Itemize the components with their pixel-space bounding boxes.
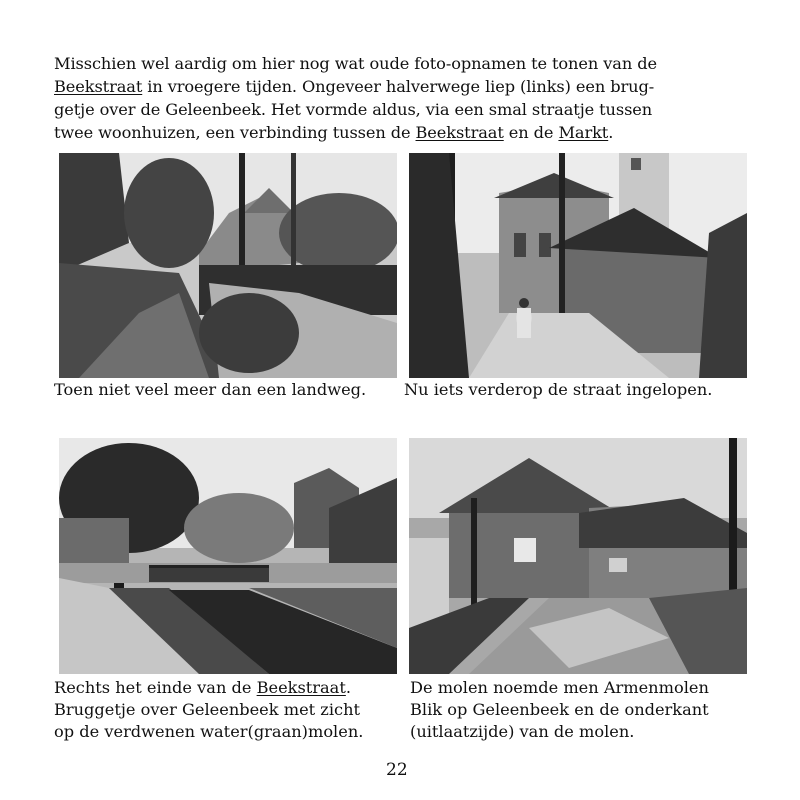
photo-straat-ingelopen [409,153,747,378]
caption-armenmolen [410,677,709,743]
intro-line-2: Beekstraat in vroegere tijden. Ongeveer halverwege liep (links) een brug- [54,77,655,96]
caption-line: Bruggetje over Geleenbeek met zicht [54,700,360,719]
photo-landweg [59,153,397,378]
beekstraat-link[interactable]: Beekstraat [415,123,504,142]
caption-line: op de verdwenen water(graan)molen. [54,722,364,741]
caption-line: De molen noemde men Armenmolen [410,678,709,697]
intro-paragraph [54,52,754,144]
intro-line-3: getje over de Geleenbeek. Het vormde aldus, via een smal straatje tussen [54,100,653,119]
caption-einde-beekstraat [54,677,363,743]
beekstraat-link[interactable]: Beekstraat [256,678,346,697]
markt-link[interactable]: Markt [558,123,609,142]
caption-landweg: Toen niet veel meer dan een landweg. [54,380,367,399]
intro-line-1: Misschien wel aardig om hier nog wat oude foto-opnamen te tonen van de [54,54,657,73]
beekstraat-link[interactable]: Beekstraat [54,77,143,96]
photo-einde-beekstraat [59,438,397,674]
caption-line: Blik op Geleenbeek en de onderkant [410,700,709,719]
intro-line-4: twee woonhuizen, een verbinding tussen de Beekstraat en de Markt. [54,123,614,142]
caption-line: (uitlaatzijde) van de molen. [410,722,635,741]
caption-line: Rechts het einde van de Beekstraat. [54,678,351,697]
caption-straat-ingelopen: Nu iets verderop de straat ingelopen. [404,380,713,399]
page-number: 22 [386,760,408,780]
photo-armenmolen [409,438,747,674]
